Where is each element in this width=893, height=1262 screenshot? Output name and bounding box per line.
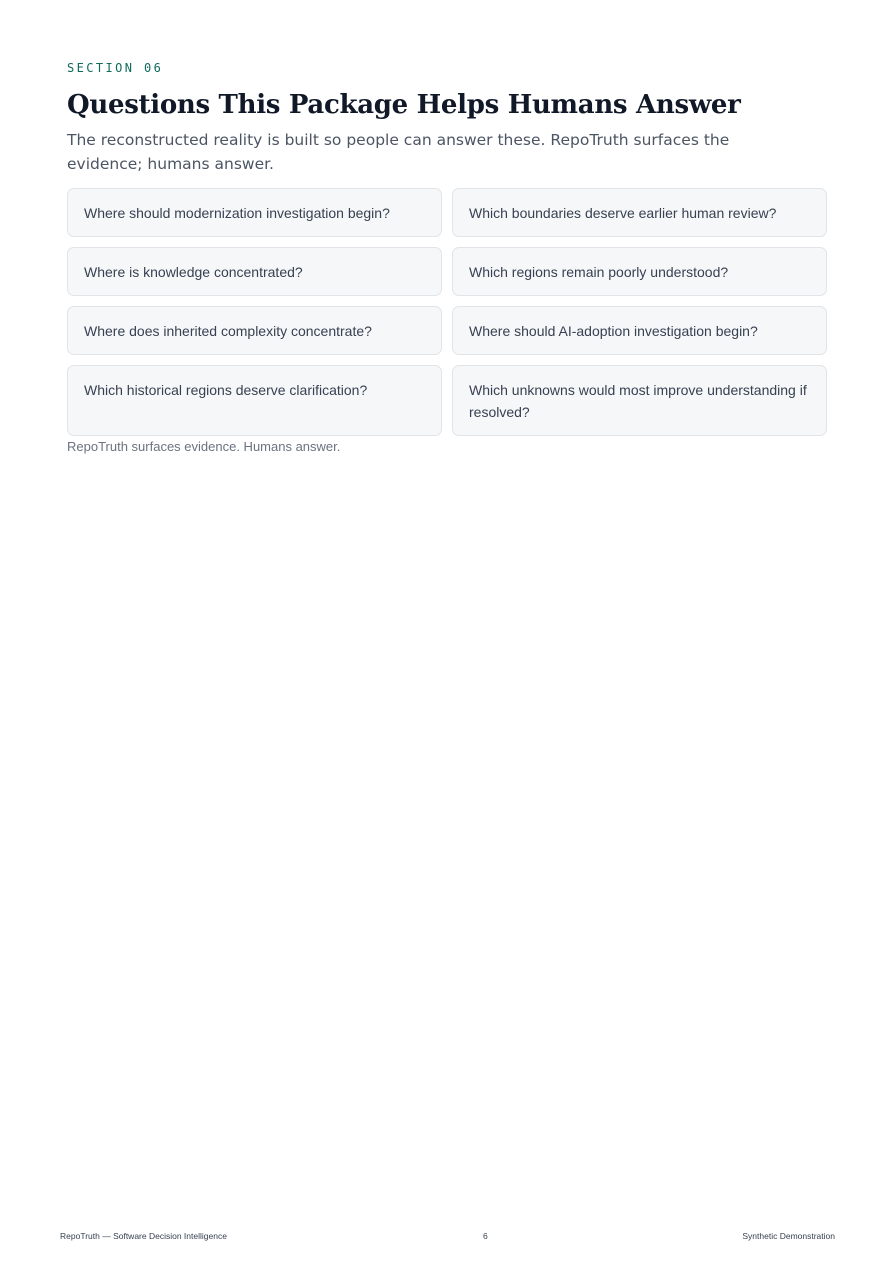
footer-page-number: 6: [483, 1231, 488, 1241]
document-page: [67, 60, 827, 456]
question-card: Where does inherited complexity concentrate?: [67, 306, 442, 355]
question-card: Which historical regions deserve clarification?: [67, 365, 442, 436]
question-card: Where is knowledge concentrated?: [67, 247, 442, 296]
footer-doc-status: Synthetic Demonstration: [742, 1231, 835, 1241]
question-card: Which boundaries deserve earlier human review?: [452, 188, 827, 237]
section-footnote: RepoTruth surfaces evidence. Humans answer.: [67, 439, 341, 454]
section-intro: The reconstructed reality is built so people can answer these. RepoTruth surfaces the evidence; humans answer.: [67, 131, 730, 173]
section-title: Questions This Package Helps Humans Answer: [67, 90, 741, 120]
question-card: Where should modernization investigation begin?: [67, 188, 442, 237]
question-card: Where should AI-adoption investigation begin?: [452, 306, 827, 355]
footer-product-name: RepoTruth — Software Decision Intelligence: [60, 1231, 227, 1241]
question-card: Which unknowns would most improve understanding if resolved?: [452, 365, 827, 436]
question-card: Which regions remain poorly understood?: [452, 247, 827, 296]
questions-grid: [67, 188, 827, 436]
page-footer: [60, 1230, 835, 1242]
section-eyebrow: SECTION 06: [67, 61, 164, 75]
